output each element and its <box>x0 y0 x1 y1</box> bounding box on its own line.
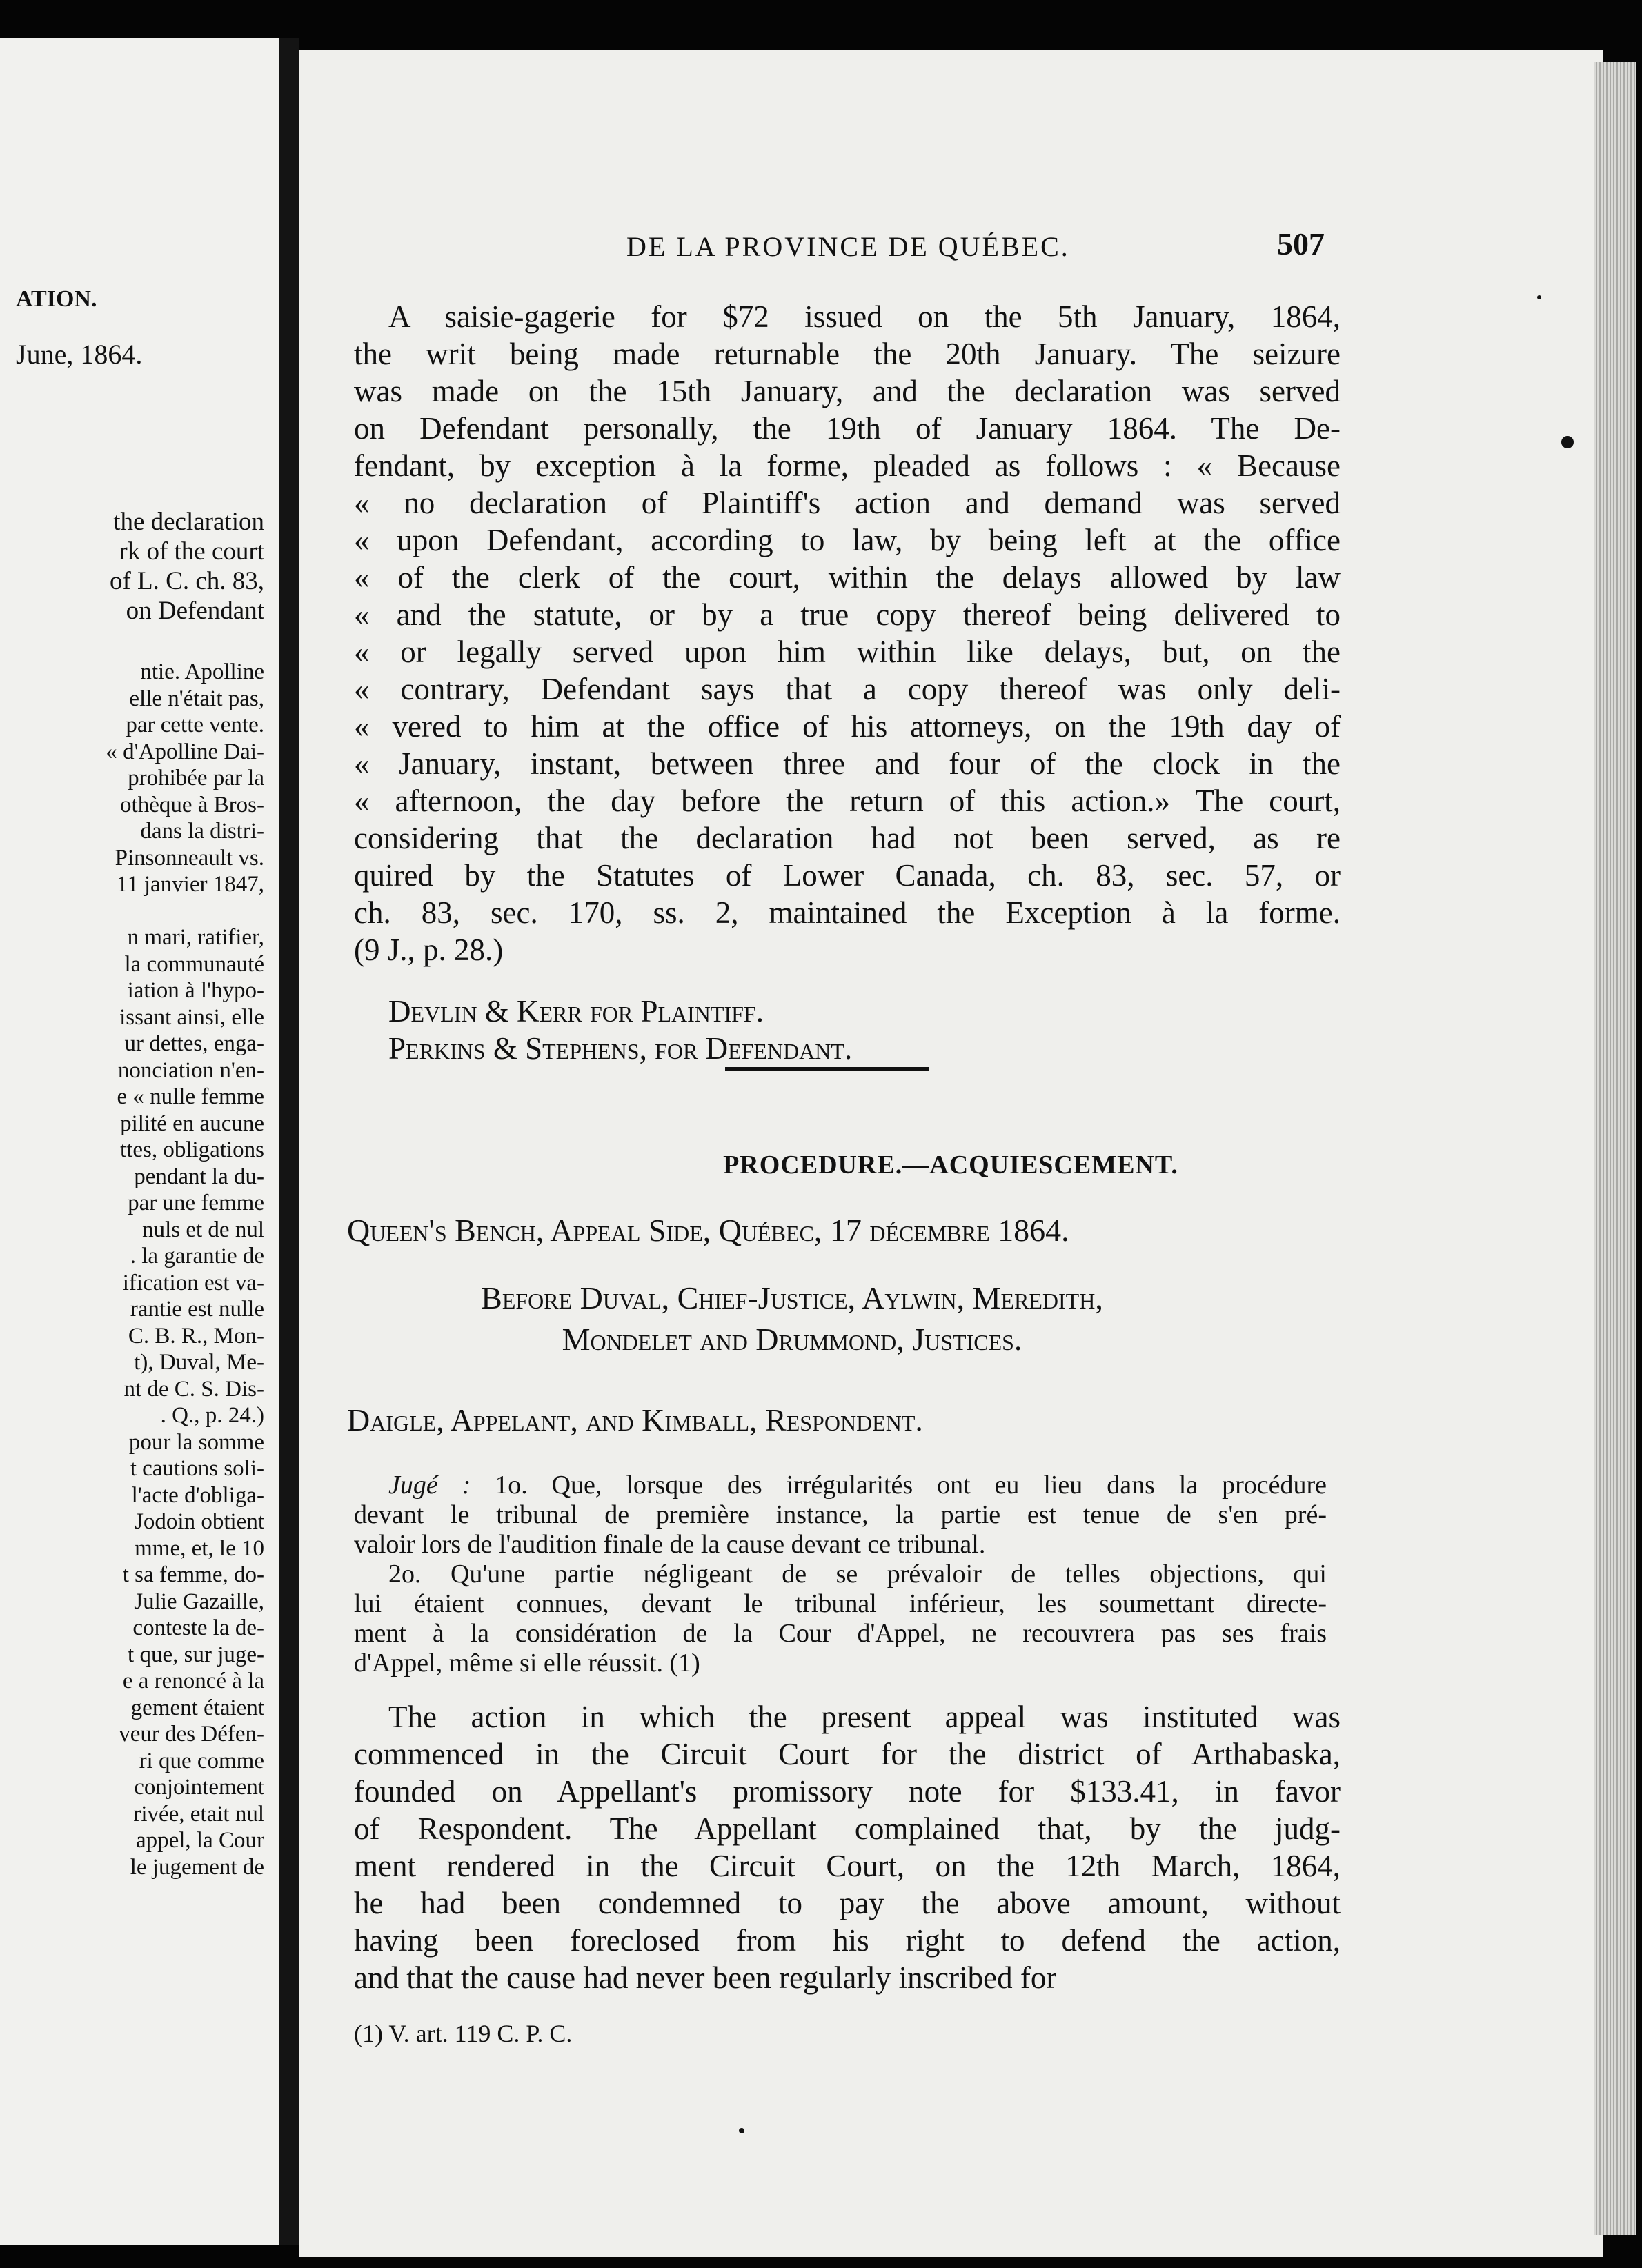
counsel-plaintiff-text: Devlin & Kerr for Plaintiff. <box>388 994 764 1028</box>
bench-line-1: Before Duval, Chief-Justice, Aylwin, Meredith, <box>481 1280 1103 1315</box>
left-page-line: conjointement <box>134 1775 264 1800</box>
left-page-line: mme, et, le 10 <box>135 1535 264 1561</box>
left-page-line: pendant la du- <box>134 1164 264 1189</box>
first-case-line: quired by the Statutes of Lower Canada, ch. 83, sec. 57, or <box>354 858 1341 893</box>
left-page-french-text <box>106 659 264 1880</box>
left-page-line: othèque à Bros- <box>120 792 264 817</box>
left-page-line: pour la somme <box>128 1429 264 1455</box>
left-page-line: t cautions soli- <box>130 1456 264 1481</box>
juge-summary <box>354 1471 1327 1678</box>
left-page-line: ntie. Apolline <box>140 659 264 684</box>
left-page-line: nuls et de nul <box>142 1217 264 1242</box>
first-case-line: « of the clerk of the court, within the delays allowed by law <box>354 560 1341 595</box>
juge-line <box>354 1471 1327 1500</box>
left-page-line: l'acte d'obliga- <box>131 1482 264 1508</box>
left-page-line: rivée, etait nul <box>133 1801 264 1827</box>
counsel-defendant-text: Perkins & Stephens, for Defendant. <box>388 1031 853 1066</box>
left-page-line: Jodoin obtient <box>135 1509 264 1534</box>
left-page-line: issant ainsi, elle <box>119 1004 264 1030</box>
first-case-line: the writ being made returnable the 20th January. The seizure <box>354 337 1341 371</box>
left-page-line: par une femme <box>128 1191 264 1215</box>
left-page-line: Pinsonneault vs. <box>115 845 264 871</box>
left-page-heading: ATION. <box>16 286 97 312</box>
first-case-line: ch. 83, sec. 170, ss. 2, maintained the Exception à la forme. <box>354 895 1341 930</box>
left-page-line: t sa femme, do- <box>122 1562 264 1587</box>
left-page-date: June, 1864. <box>16 339 143 370</box>
right-page <box>299 50 1603 2257</box>
second-case-line: commenced in the Circuit Court for the district of Arthabaska, <box>354 1737 1341 1771</box>
second-case-line: founded on Appellant's promissory note for $133.41, in favor <box>354 1774 1341 1809</box>
court-line: Queen's Bench, Appeal Side, Québec, 17 décembre 1864. <box>347 1213 1069 1248</box>
left-page-line: par cette vente. <box>126 713 264 737</box>
left-page-line: . Q., p. 24.) <box>160 1403 264 1428</box>
first-case-line: fendant, by exception à la forme, pleaded as follows : « Because <box>354 448 1341 483</box>
left-page <box>0 38 279 2245</box>
first-case-line: was made on the 15th January, and the declaration was served <box>354 374 1341 408</box>
first-case-line: A saisie-gagerie for $72 issued on the 5th January, 1864, <box>388 299 1341 334</box>
left-page-line: e « nulle femme <box>117 1084 264 1109</box>
left-page-line: iation à l'hypo- <box>127 978 264 1003</box>
juge-line: d'Appel, même si elle réussit. (1) <box>354 1649 700 1678</box>
left-page-line: n mari, ratifier, <box>127 925 264 950</box>
left-page-line: gement étaient <box>130 1695 264 1720</box>
left-page-line: nt de C. S. Dis- <box>123 1376 264 1402</box>
juge-line: devant le tribunal de première instance, la partie est tenue de s'en pré- <box>354 1500 1327 1529</box>
second-case-line: he had been condemned to pay the above amount, without <box>354 1886 1341 1920</box>
left-page-line: e a renoncé à la <box>122 1669 264 1693</box>
juge-line: ment à la considération de la Cour d'Appel, ne recouvrera pas ses frais <box>354 1619 1327 1648</box>
left-page-line: dans la distri- <box>140 819 264 844</box>
left-page-line: 11 janvier 1847, <box>116 872 264 897</box>
scan-speck <box>739 2128 744 2133</box>
second-case-line: and that the cause had never been regularly inscribed for <box>354 1960 1057 1995</box>
footnote: (1) V. art. 119 C. P. C. <box>354 2020 573 2047</box>
book-gutter <box>279 38 299 2245</box>
running-head: DE LA PROVINCE DE QUÉBEC. <box>626 231 1070 262</box>
left-page-line: . la garantie de <box>130 1244 264 1269</box>
second-case-line: ment rendered in the Circuit Court, on the 12th March, 1864, <box>354 1849 1341 1883</box>
first-case-line: « no declaration of Plaintiff's action and demand was served <box>354 486 1341 520</box>
left-page-line: t que, sur juge- <box>128 1642 264 1667</box>
first-case-line: (9 J., p. 28.) <box>354 933 504 967</box>
left-page-line: veur des Défen- <box>119 1722 264 1747</box>
left-page-line: ification est va- <box>122 1270 264 1295</box>
left-page-line: elle n'était pas, <box>129 686 264 711</box>
first-case-line: considering that the declaration had not been served, as re <box>354 821 1341 855</box>
left-page-english-text <box>110 507 264 626</box>
first-case-line: « January, instant, between three and four of the clock in the <box>354 746 1341 781</box>
left-page-line: pilité en aucune <box>120 1111 264 1136</box>
juge-line: 2o. Qu'une partie négligeant de se prévaloir de telles objections, qui <box>388 1560 1327 1589</box>
second-case-line: having been foreclosed from his right to defend the action, <box>354 1923 1341 1958</box>
left-page-line: nonciation n'en- <box>117 1057 264 1083</box>
bench-line-2: Mondelet and Drummond, Justices. <box>562 1322 1022 1357</box>
left-page-line: of L. C. ch. 83, <box>109 567 264 595</box>
left-page-line: rantie est nulle <box>130 1297 264 1322</box>
first-case-line: « afternoon, the day before the return of this action.» The court, <box>354 784 1341 818</box>
juge-label: Jugé : <box>388 1471 495 1500</box>
first-case-line: « vered to him at the office of his attorneys, on the 19th day of <box>354 709 1341 744</box>
left-page-line: ttes, obligations <box>120 1137 264 1162</box>
scan-speck <box>1561 436 1574 448</box>
left-page-line: Julie Gazaille, <box>134 1589 264 1614</box>
left-page-line: la communauté <box>124 951 264 977</box>
left-page-line: appel, la Cour <box>135 1828 264 1853</box>
juge-line: valoir lors de l'audition finale de la cause devant ce tribunal. <box>354 1530 986 1559</box>
first-case-line: on Defendant personally, the 19th of January 1864. The De- <box>354 411 1341 446</box>
first-case-line: « contrary, Defendant says that a copy thereof was only deli- <box>354 672 1341 706</box>
left-page-line: le jugement de <box>130 1854 264 1880</box>
counsel-defendant <box>388 1031 852 1066</box>
parties-line: Daigle, Appelant, and Kimball, Respondent. <box>347 1402 923 1438</box>
counsel-plaintiff <box>388 993 764 1029</box>
juge-line-text: 1o. Que, lorsque des irrégularités ont eu lieu dans la procédure <box>495 1471 1327 1500</box>
left-page-line: ri que comme <box>139 1748 264 1773</box>
first-case-text <box>354 298 1341 968</box>
left-page-line: rk of the court <box>119 537 264 566</box>
juge-line: lui étaient connues, devant le tribunal inférieur, les soumettant directe- <box>354 1589 1327 1618</box>
first-case-line: « upon Defendant, according to law, by being left at the office <box>354 523 1341 557</box>
first-case-line: « and the statute, or by a true copy thereof being delivered to <box>354 597 1341 632</box>
left-page-line: the declaration <box>113 508 264 536</box>
second-case-line: of Respondent. The Appellant complained that, by the judg- <box>354 1811 1341 1846</box>
second-case-line: The action in which the present appeal was instituted was <box>388 1700 1341 1734</box>
section-divider <box>725 1067 929 1071</box>
left-page-line: conteste la de- <box>132 1615 264 1640</box>
left-page-line: « d'Apolline Dai- <box>106 739 264 764</box>
left-page-line: prohibée par la <box>128 766 264 790</box>
page-edge <box>1594 62 1636 2235</box>
left-page-line: ur dettes, enga- <box>124 1031 264 1056</box>
left-page-line: t), Duval, Me- <box>134 1350 264 1375</box>
left-page-line <box>106 898 264 925</box>
section-title: PROCEDURE.—ACQUIESCEMENT. <box>723 1151 1178 1180</box>
scan-speck <box>1537 295 1541 299</box>
first-case-line: « or legally served upon him within like delays, but, on the <box>354 635 1341 669</box>
left-page-line: C. B. R., Mon- <box>128 1323 264 1349</box>
left-page-line: on Defendant <box>126 597 264 625</box>
second-case-text <box>354 1698 1341 1996</box>
page-number: 507 <box>1277 226 1325 261</box>
